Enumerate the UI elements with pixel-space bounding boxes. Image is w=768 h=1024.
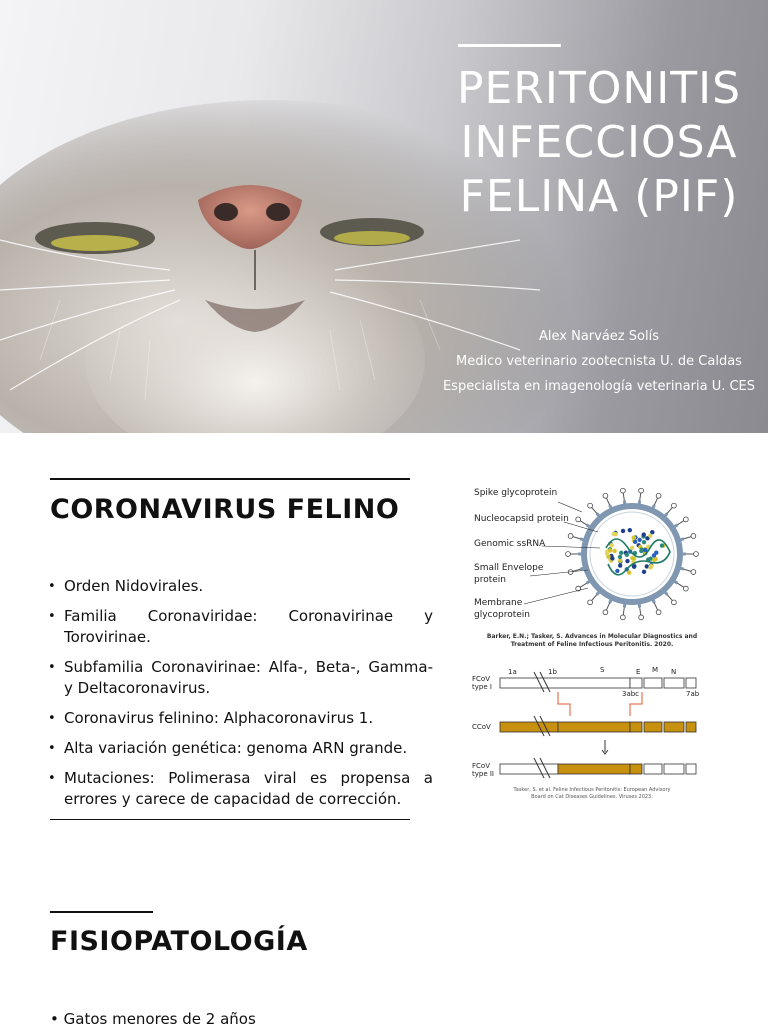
label-fcov-type-2 — [472, 762, 494, 778]
label-envelope: protein — [474, 575, 506, 585]
section-top-rule — [50, 478, 410, 480]
label-membrane: Membrane — [474, 598, 523, 608]
section-title: FISIOPATOLOGÍA — [50, 926, 308, 957]
label-membrane: glycoprotein — [474, 610, 530, 620]
genome-diagram — [470, 664, 714, 804]
genome-caption — [470, 787, 714, 801]
bullet-item: • Coronavirus felinino: Alphacoronavirus 1. — [48, 708, 433, 729]
gene-m: M — [652, 666, 659, 674]
bullet-item: • Familia Coronaviridae: Coronavirinae y Torovirinae. — [48, 606, 433, 648]
gene-1b: 1b — [548, 668, 557, 676]
label-ccov: CCoV — [472, 723, 491, 731]
genome-organization — [470, 664, 714, 786]
title-line: FELINA (PIF) — [459, 171, 739, 222]
gene-e: E — [636, 668, 641, 676]
author-info — [430, 324, 768, 399]
caption-line: Treatment of Feline Infectious Peritonitis. 2020. — [510, 641, 674, 648]
label-line: type I — [472, 683, 492, 691]
author-degree: Medico veterinario zootecnista U. de Caldas — [456, 354, 742, 369]
label-line: FCoV — [472, 675, 490, 683]
label-envelope: Small Envelope — [474, 563, 544, 573]
section-bottom-rule — [50, 819, 410, 820]
gene-s: S — [600, 666, 605, 674]
bullet-item: • Subfamilia Coronavirinae: Alfa-, Beta-, Gamma- y Deltacoronavirus. — [48, 657, 433, 699]
virion-caption — [470, 633, 714, 649]
label-genomic: Genomic ssRNA — [474, 539, 546, 549]
presentation-title — [440, 62, 758, 224]
bullet-item: • Mutaciones: Polimerasa viral es propensa a errores y carece de capacidad de corrección. — [48, 768, 433, 810]
label-line: FCoV — [472, 762, 490, 770]
title-line: INFECCIOSA — [460, 117, 738, 168]
caption-line: Barker, E.N.; Tasker, S. Advances in Molecular Diagnostics and — [486, 633, 698, 640]
caption-line: Board on Cat Diseases Guidelines. Viruses 2023. — [531, 794, 653, 800]
label-spike: Spike glycoprotein — [474, 488, 558, 498]
author-specialty: Especialista en imagenología veterinaria U. CES — [442, 379, 756, 394]
bullet-item: • Alta variación genética: genoma ARN grande. — [48, 738, 433, 759]
gene-7ab: 7ab — [686, 690, 700, 698]
gene-3abc: 3abc — [622, 690, 640, 698]
label-fcov-type-1 — [472, 675, 492, 691]
title-line: PERITONITIS — [456, 63, 742, 114]
bullet-item: • Gatos menores de 2 años — [50, 1010, 256, 1024]
section-accent-rule — [50, 911, 153, 913]
label-nucleocapsid: Nucleocapsid protein — [474, 514, 569, 524]
title-slide — [0, 0, 768, 433]
section-title: CORONAVIRUS FELINO — [50, 494, 400, 525]
virion-diagram — [470, 484, 714, 652]
bullet-item: • Orden Nidovirales. — [48, 576, 433, 597]
label-line: type II — [472, 770, 494, 778]
bullet-list — [48, 576, 433, 819]
gene-n: N — [671, 668, 677, 676]
gene-1a: 1a — [508, 668, 517, 676]
title-accent-rule — [458, 44, 561, 47]
caption-line: Tasker, S. et al. Feline Infectious Peritonitis: European Advisory — [513, 787, 671, 793]
author-name: Alex Narváez Solís — [539, 329, 659, 344]
